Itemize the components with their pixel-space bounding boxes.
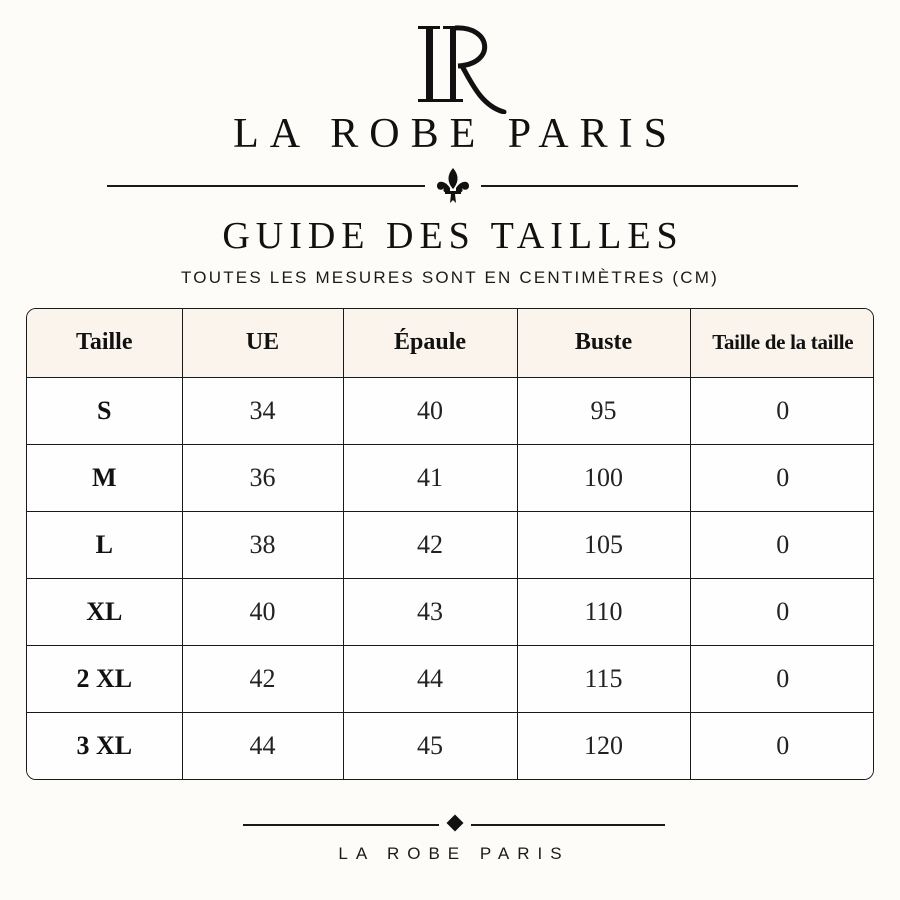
header-divider-left <box>107 185 425 187</box>
header-shoulder: Épaule <box>343 309 517 377</box>
table-row <box>27 377 874 444</box>
eu-value: 42 <box>182 645 343 712</box>
header-bust: Buste <box>517 309 690 377</box>
size-label: L <box>27 511 182 578</box>
shoulder-value: 43 <box>343 578 517 645</box>
bust-value: 120 <box>517 712 690 779</box>
shoulder-value: 42 <box>343 511 517 578</box>
fleur-de-lis-icon <box>433 166 473 206</box>
table-row <box>27 645 874 712</box>
brand-name: LA ROBE PARIS <box>233 111 678 157</box>
table-row <box>27 444 874 511</box>
eu-value: 44 <box>182 712 343 779</box>
footer-divider-left <box>243 824 439 826</box>
table-row <box>27 511 874 578</box>
header-waist: Taille de la taille <box>690 309 874 377</box>
waist-value: 0 <box>690 645 874 712</box>
shoulder-value: 41 <box>343 444 517 511</box>
table-row <box>27 578 874 645</box>
waist-value: 0 <box>690 712 874 779</box>
shoulder-value: 44 <box>343 645 517 712</box>
bust-value: 100 <box>517 444 690 511</box>
size-label: M <box>27 444 182 511</box>
lr-monogram-logo <box>0 14 900 114</box>
waist-value: 0 <box>690 377 874 444</box>
waist-value: 0 <box>690 444 874 511</box>
table-header-row <box>27 309 874 377</box>
shoulder-value: 40 <box>343 377 517 444</box>
size-label: 2 XL <box>27 645 182 712</box>
diamond-icon <box>447 815 464 832</box>
eu-value: 34 <box>182 377 343 444</box>
size-table <box>26 308 874 780</box>
eu-value: 40 <box>182 578 343 645</box>
units-subtitle: TOUTES LES MESURES SONT EN CENTIMÈTRES (CM) <box>181 268 719 287</box>
bust-value: 105 <box>517 511 690 578</box>
eu-value: 36 <box>182 444 343 511</box>
header-eu: UE <box>182 309 343 377</box>
table-row <box>27 712 874 779</box>
footer-divider-right <box>471 824 665 826</box>
header-divider-right <box>481 185 798 187</box>
header-size: Taille <box>27 309 182 377</box>
size-label: S <box>27 377 182 444</box>
waist-value: 0 <box>690 578 874 645</box>
size-label: XL <box>27 578 182 645</box>
bust-value: 95 <box>517 377 690 444</box>
size-label: 3 XL <box>27 712 182 779</box>
eu-value: 38 <box>182 511 343 578</box>
bust-value: 115 <box>517 645 690 712</box>
size-guide-title: GUIDE DES TAILLES <box>222 215 684 257</box>
waist-value: 0 <box>690 511 874 578</box>
footer-brand-name: LA ROBE PARIS <box>338 844 570 863</box>
bust-value: 110 <box>517 578 690 645</box>
shoulder-value: 45 <box>343 712 517 779</box>
